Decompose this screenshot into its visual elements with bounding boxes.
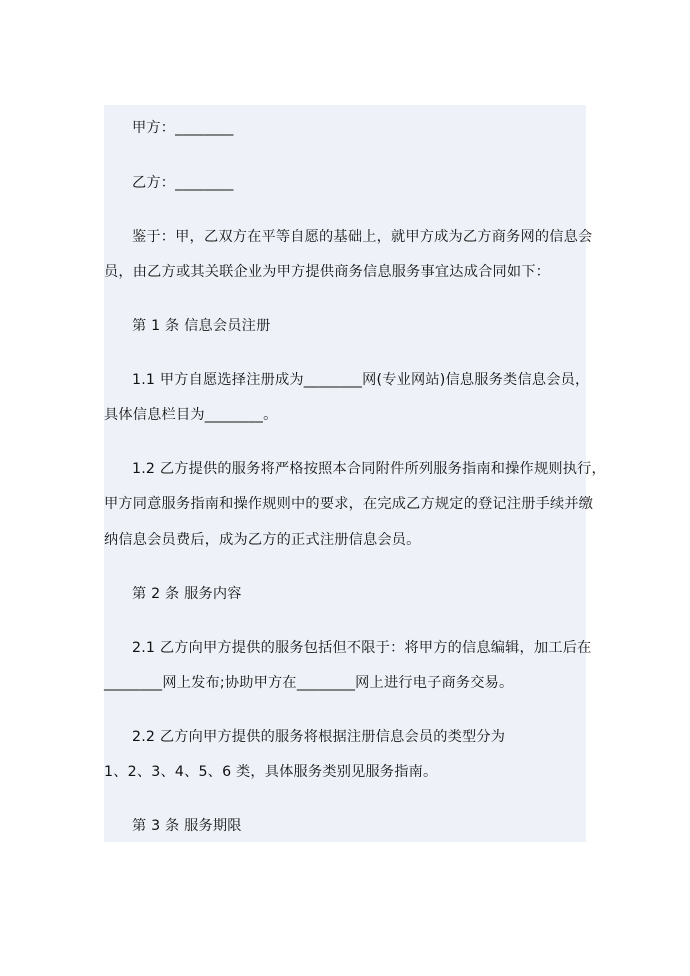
article-3-heading: 第 3 条 服务期限 [132, 818, 242, 834]
clause-2-1-line-2: ________网上发布;协助甲方在________网上进行电子商务交易。 [104, 675, 514, 691]
article-2-heading: 第 2 条 服务内容 [132, 586, 242, 602]
article-1-heading: 第 1 条 信息会员注册 [132, 318, 271, 334]
preamble-line-2: 员，由乙方或其关联企业为甲方提供商务信息服务事宜达成合同如下： [104, 264, 551, 280]
clause-1-2-line-3: 纳信息会员费后，成为乙方的正式注册信息会员。 [104, 532, 421, 548]
clause-1-2-line-1: 1.2 乙方提供的服务将严格按照本合同附件所列服务指南和操作规则执行， [132, 461, 606, 477]
party-b-line: 乙方：________ [132, 175, 234, 191]
clause-2-1-line-1: 2.1 乙方向甲方提供的服务包括但不限于：将甲方的信息编辑，加工后在 [132, 640, 592, 656]
clause-1-1-line-1: 1.1 甲方自愿选择注册成为________网(专业网站)信息服务类信息会员， [132, 372, 590, 388]
clause-2-2-line-2: 1、2、3、4、5、6 类，具体服务类别见服务指南。 [104, 764, 438, 780]
clause-1-2-line-2: 甲方同意服务指南和操作规则中的要求，在完成乙方规定的登记注册手续并缴 [104, 496, 594, 512]
preamble-line-1: 鉴于：甲，乙双方在平等自愿的基础上，就甲方成为乙方商务网的信息会 [132, 229, 593, 245]
party-a-line: 甲方：________ [132, 120, 234, 136]
clause-2-2-line-1: 2.2 乙方向甲方提供的服务将根据注册信息会员的类型分为 [132, 729, 506, 745]
clause-1-1-line-2: 具体信息栏目为________。 [104, 407, 278, 423]
